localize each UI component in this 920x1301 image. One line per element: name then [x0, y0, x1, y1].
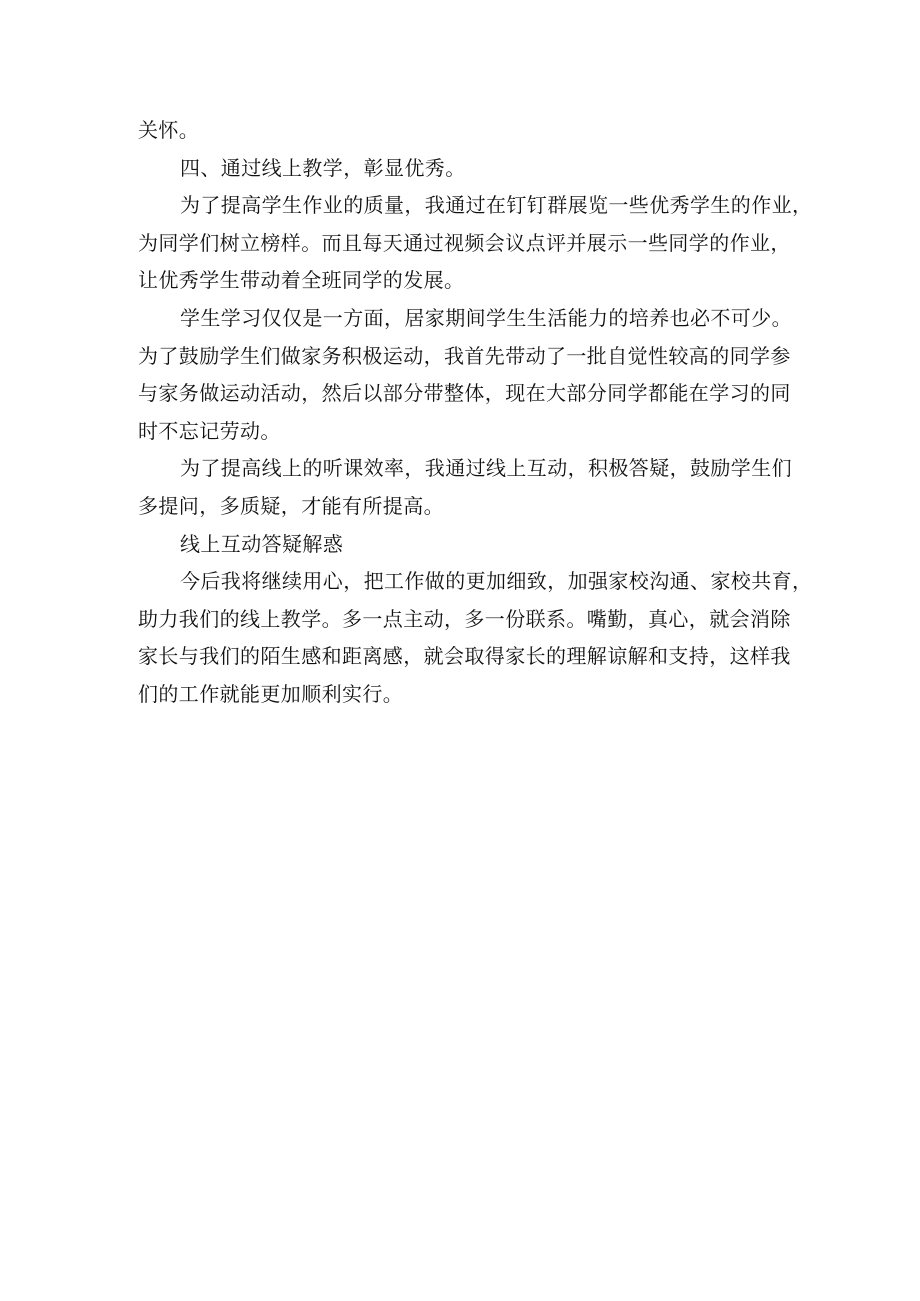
section-heading: 四、通过线上教学，彰显优秀。	[180, 155, 466, 180]
text-line: 今后我将继续用心，把工作做的更加细致，加强家校沟通、家校共育，	[180, 569, 813, 594]
text-line: 时不忘记劳动。	[138, 418, 281, 443]
text-line: 家长与我们的陌生感和距离感，就会取得家长的理解谅解和支持，这样我	[138, 644, 791, 669]
text-line: 关怀。	[138, 118, 200, 142]
text-line: 为同学们树立榜样。而且每天通过视频会议点评并展示一些同学的作业，	[138, 230, 791, 255]
document-page	[138, 112, 813, 714]
text-line: 为了提高学生作业的质量，我通过在钉钉群展览一些优秀学生的作业，	[180, 193, 813, 218]
text-line: 助力我们的线上教学。多一点主动，多一份联系。嘴勤，真心，就会消除	[138, 606, 791, 631]
text-line: 为了鼓励学生们做家务积极运动，我首先带动了一批自觉性较高的同学参	[138, 343, 791, 368]
text-line: 与家务做运动活动，然后以部分带整体，现在大部分同学都能在学习的同	[138, 381, 791, 406]
text-line: 为了提高线上的听课效率，我通过线上互动，积极答疑，鼓励学生们	[180, 456, 792, 481]
text-line: 学生学习仅仅是一方面，居家期间学生生活能力的培养也必不可少。	[180, 305, 792, 330]
text-line: 多提问，多质疑，才能有所提高。	[138, 493, 444, 518]
text-line: 们的工作就能更加顺利实行。	[138, 681, 404, 706]
text-line: 让优秀学生带动着全班同学的发展。	[138, 268, 465, 293]
subheading: 线上互动答疑解惑	[180, 531, 344, 556]
